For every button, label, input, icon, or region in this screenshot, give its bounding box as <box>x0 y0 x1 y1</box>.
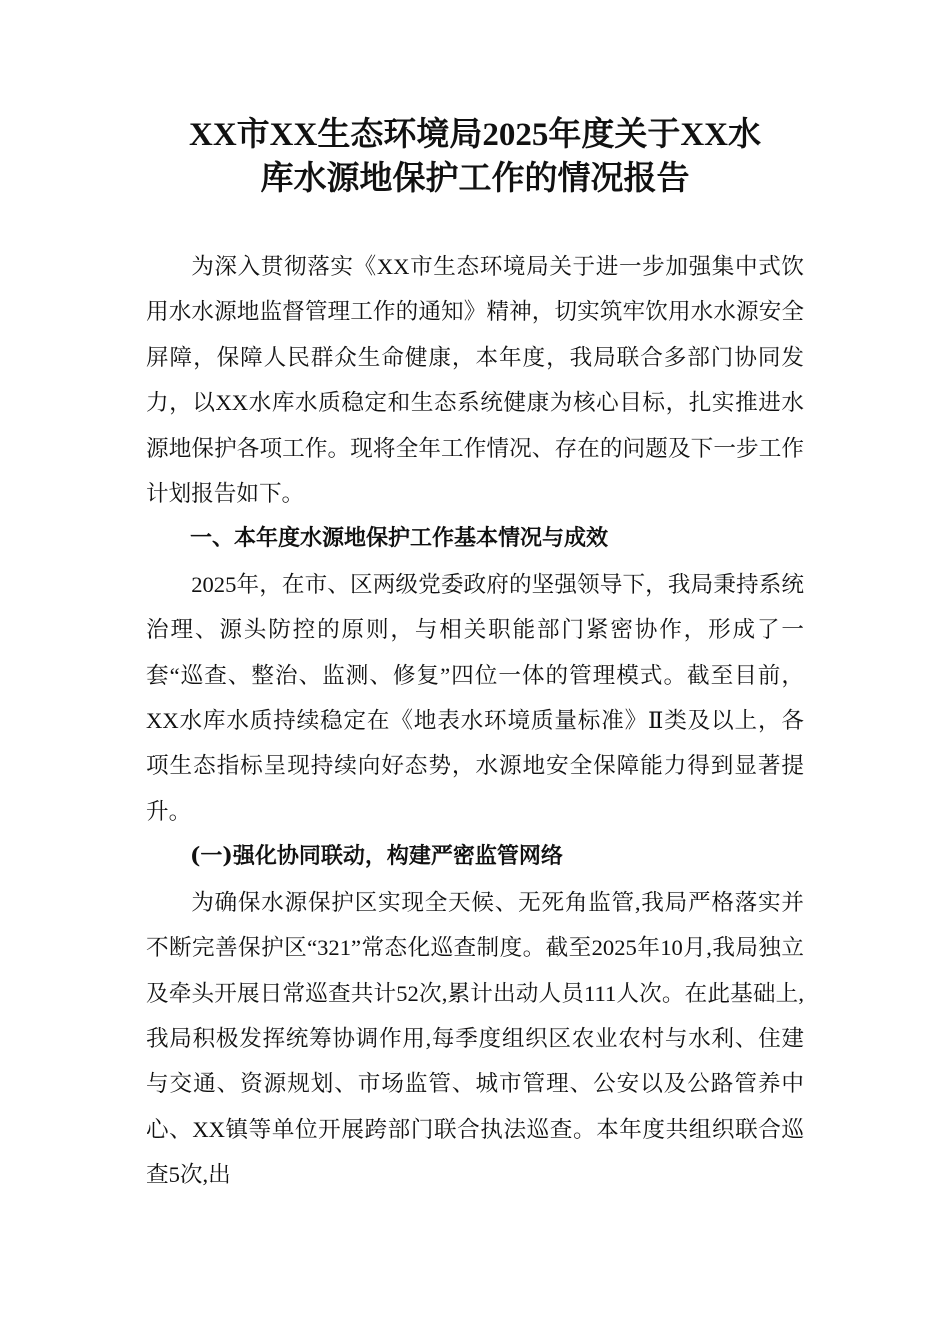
document-body <box>146 244 804 1198</box>
document-page <box>146 113 804 1198</box>
title-line-1: XX市XX生态环境局2025年度关于XX水 <box>189 117 761 153</box>
section-1-paragraph: 2025年，在市、区两级党委政府的坚强领导下，我局秉持系统治理、源头防控的原则，与相关职能部门紧密协作，形成了一套“巡查、整治、监测、修复”四位一体的管理模式。截至目前，XX水库水质持续稳定在《地表水环境质量标准》Ⅱ类及以上，各项生态指标呈现持续向好态势，水源地安全保障能力得到显著提升。 <box>146 571 804 824</box>
document-title <box>146 113 804 201</box>
subsection-1-paragraph: 为确保水源保护区实现全天候、无死角监管,我局严格落实并不断完善保护区“321”常态化巡查制度。截至2025年10月,我局独立及牵头开展日常巡查共计52次,累计出动人员111人次。在此基础上,我局积极发挥统筹协调作用,每季度组织区农业农村与水利、住建与交通、资源规划、市场监管、城市管理、公安以及公路管养中心、XX镇等单位开展跨部门联合执法巡查。本年度共组织联合巡查5次,出 <box>146 889 804 1188</box>
subsection-heading-1: (一)强化协同联动，构建严密监管网络 <box>190 843 563 870</box>
section-heading-1: 一、本年度水源地保护工作基本情况与成效 <box>190 526 609 552</box>
title-line-2: 库水源地保护工作的情况报告 <box>260 161 690 197</box>
intro-paragraph: 为深入贯彻落实《XX市生态环境局关于进一步加强集中式饮用水水源地监督管理工作的通知》精神，切实筑牢饮用水水源安全屏障，保障人民群众生命健康，本年度，我局联合多部门协同发力，以XX水库水质稳定和生态系统健康为核心目标，扎实推进水源地保护各项工作。现将全年工作情况、存在的问题及下一步工作计划报告如下。 <box>146 254 804 507</box>
